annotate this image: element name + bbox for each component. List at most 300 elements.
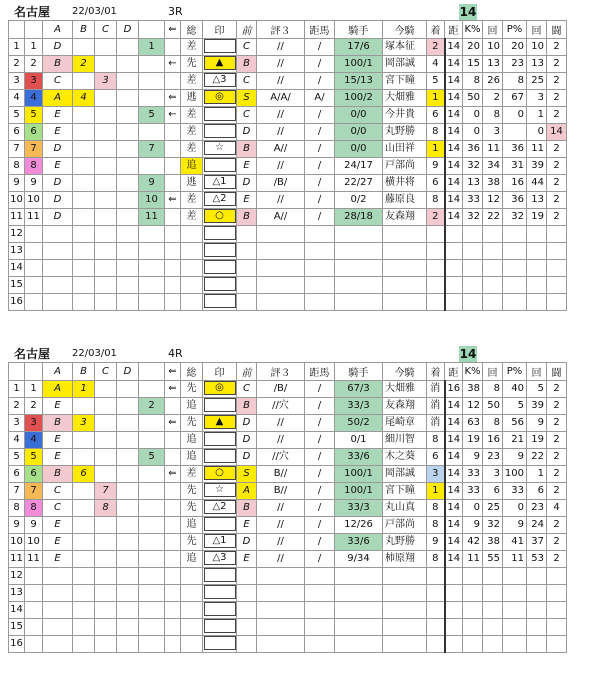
cell-current-jockey: [383, 602, 427, 619]
cell-finish: 2: [427, 39, 445, 56]
cell-dist: [445, 260, 463, 277]
column-header-grade-b: B: [73, 363, 95, 381]
mark-box[interactable]: ☆: [204, 483, 236, 497]
column-header-distance-horse: 距馬: [305, 21, 335, 39]
cell-grade-d: [117, 90, 139, 107]
cell-count: 8: [483, 381, 503, 398]
column-header-count2: 回: [527, 21, 547, 39]
table-row[interactable]: [9, 158, 567, 175]
cell-count2: [527, 585, 547, 602]
cell-rating: B//: [257, 466, 305, 483]
cell-waku-number: 7: [25, 141, 43, 158]
cell-row-number: 8: [9, 158, 25, 175]
cell-waku-number: [25, 602, 43, 619]
cell-finish: 8: [427, 551, 445, 568]
cell-grade-b: [73, 124, 95, 141]
table-row[interactable]: [9, 294, 567, 311]
cell-p-percent: 67: [503, 90, 527, 107]
cell-mark: [203, 534, 237, 551]
mark-box[interactable]: [204, 398, 236, 412]
cell-waku-number: 10: [25, 192, 43, 209]
cell-grade-d: [117, 277, 139, 294]
mark-box[interactable]: [204, 602, 236, 616]
cell-grade-d: [117, 56, 139, 73]
cell-rank-number: [139, 381, 165, 398]
cell-rating: //: [257, 500, 305, 517]
cell-distance-horse: /: [305, 107, 335, 124]
cell-grade-b: [73, 534, 95, 551]
mark-box[interactable]: ▲: [204, 56, 236, 70]
cell-grade-a: E: [43, 449, 73, 466]
mark-box[interactable]: ◎: [204, 381, 236, 395]
cell-fight: 14: [547, 124, 567, 141]
mark-box[interactable]: △1: [204, 534, 236, 548]
cell-rating: [257, 243, 305, 260]
cell-jockey-stat: 33/3: [335, 398, 383, 415]
cell-prev: D: [237, 449, 257, 466]
cell-grade-a: [43, 602, 73, 619]
cell-rating: [257, 636, 305, 653]
table-row[interactable]: [9, 107, 567, 124]
cell-style: 差: [181, 466, 203, 483]
column-header-grade-a: A: [43, 363, 73, 381]
cell-grade-a: [43, 277, 73, 294]
cell-count: 8: [483, 415, 503, 432]
cell-jockey-stat: 100/2: [335, 90, 383, 107]
cell-count2: [527, 636, 547, 653]
column-header-grade-c: C: [95, 363, 117, 381]
cell-rank-number: [139, 124, 165, 141]
cell-arrow: [165, 260, 181, 277]
table-row[interactable]: [9, 415, 567, 432]
table-row[interactable]: [9, 192, 567, 209]
cell-rank-number: [139, 294, 165, 311]
cell-prev: D: [237, 534, 257, 551]
cell-waku-number: 11: [25, 209, 43, 226]
cell-mark: [203, 381, 237, 398]
cell-mark: [203, 56, 237, 73]
cell-grade-d: [117, 585, 139, 602]
cell-k-percent: [463, 636, 483, 653]
cell-k-percent: 12: [463, 398, 483, 415]
cell-distance-horse: [305, 602, 335, 619]
cell-fight: [547, 585, 567, 602]
cell-rating: [257, 277, 305, 294]
table-row[interactable]: [9, 141, 567, 158]
mark-box[interactable]: [204, 585, 236, 599]
cell-row-number: 14: [9, 602, 25, 619]
table-row[interactable]: [9, 124, 567, 141]
cell-jockey-stat: 100/1: [335, 466, 383, 483]
cell-style: [181, 602, 203, 619]
cell-grade-b: [73, 602, 95, 619]
mark-box[interactable]: [204, 226, 236, 240]
cell-prev: [237, 277, 257, 294]
cell-distance-horse: /: [305, 500, 335, 517]
cell-p-percent: 0: [503, 500, 527, 517]
cell-rank-number: [139, 432, 165, 449]
cell-current-jockey: 横井将: [383, 175, 427, 192]
cell-waku-number: 5: [25, 107, 43, 124]
cell-row-number: 6: [9, 124, 25, 141]
table-row[interactable]: [9, 466, 567, 483]
cell-dist: 14: [445, 107, 463, 124]
cell-current-jockey: 今井貴: [383, 107, 427, 124]
cell-grade-a: [43, 568, 73, 585]
cell-fight: 2: [547, 73, 567, 90]
mark-box[interactable]: △2: [204, 192, 236, 206]
table-row[interactable]: [9, 39, 567, 56]
cell-grade-c: [95, 90, 117, 107]
cell-grade-a: E: [43, 517, 73, 534]
table-row[interactable]: [9, 260, 567, 277]
cell-grade-c: [95, 192, 117, 209]
cell-current-jockey: 大畑雅: [383, 90, 427, 107]
cell-arrow: [165, 585, 181, 602]
column-header-distance-horse: 距馬: [305, 363, 335, 381]
table-row[interactable]: [9, 602, 567, 619]
cell-k-percent: 33: [463, 192, 483, 209]
cell-count: [483, 602, 503, 619]
cell-arrow: ⇐: [165, 90, 181, 107]
cell-waku-number: 3: [25, 415, 43, 432]
cell-count2: 1: [527, 107, 547, 124]
cell-finish: 8: [427, 517, 445, 534]
cell-k-percent: 9: [463, 517, 483, 534]
cell-k-percent: 36: [463, 141, 483, 158]
mark-box[interactable]: △3: [204, 73, 236, 87]
cell-waku-number: [25, 585, 43, 602]
mark-box[interactable]: [204, 158, 236, 172]
cell-count2: 13: [527, 192, 547, 209]
cell-arrow: [165, 432, 181, 449]
cell-style: 差: [181, 107, 203, 124]
cell-fight: [547, 260, 567, 277]
cell-grade-a: D: [43, 141, 73, 158]
cell-rating: A//: [257, 209, 305, 226]
cell-grade-b: [73, 517, 95, 534]
cell-dist: 14: [445, 39, 463, 56]
cell-current-jockey: [383, 243, 427, 260]
cell-finish: 4: [427, 56, 445, 73]
column-header-prev: 前: [237, 363, 257, 381]
cell-count: 16: [483, 432, 503, 449]
table-row[interactable]: [9, 398, 567, 415]
column-header-current-jockey: 今騎: [383, 363, 427, 381]
cell-mark: [203, 568, 237, 585]
cell-arrow: [165, 226, 181, 243]
column-header-rank-number: [139, 363, 165, 381]
cell-style: 差: [181, 73, 203, 90]
mark-box[interactable]: [204, 107, 236, 121]
cell-grade-d: [117, 124, 139, 141]
cell-mark: [203, 636, 237, 653]
table-row[interactable]: [9, 619, 567, 636]
cell-count2: 53: [527, 551, 547, 568]
table-row[interactable]: [9, 568, 567, 585]
table-row[interactable]: [9, 209, 567, 226]
cell-distance-horse: /: [305, 534, 335, 551]
cell-grade-d: [117, 141, 139, 158]
cell-count2: [527, 260, 547, 277]
cell-grade-a: [43, 636, 73, 653]
cell-fight: [547, 568, 567, 585]
cell-row-number: 5: [9, 107, 25, 124]
cell-prev: E: [237, 551, 257, 568]
mark-box[interactable]: ○: [204, 209, 236, 223]
cell-rank-number: [139, 466, 165, 483]
table-row[interactable]: [9, 175, 567, 192]
cell-finish: 1: [427, 90, 445, 107]
cell-mark: [203, 466, 237, 483]
cell-grade-c: [95, 449, 117, 466]
cell-distance-horse: /: [305, 192, 335, 209]
cell-rank-number: 5: [139, 107, 165, 124]
cell-count2: [527, 243, 547, 260]
cell-current-jockey: 岡部誠: [383, 56, 427, 73]
mark-box[interactable]: △1: [204, 175, 236, 189]
cell-finish: 1: [427, 483, 445, 500]
cell-style: 追: [181, 398, 203, 415]
table-row[interactable]: [9, 226, 567, 243]
cell-finish: 8: [427, 432, 445, 449]
cell-distance-horse: /: [305, 432, 335, 449]
cell-p-percent: [503, 602, 527, 619]
cell-rank-number: [139, 619, 165, 636]
cell-prev: [237, 243, 257, 260]
cell-grade-b: [73, 107, 95, 124]
cell-grade-d: [117, 432, 139, 449]
mark-box[interactable]: [204, 619, 236, 633]
cell-prev: C: [237, 107, 257, 124]
cell-k-percent: 38: [463, 381, 483, 398]
table-row[interactable]: [9, 483, 567, 500]
cell-row-number: 15: [9, 277, 25, 294]
cell-rank-number: [139, 636, 165, 653]
cell-p-percent: [503, 568, 527, 585]
table-row[interactable]: [9, 500, 567, 517]
column-header-mark: 印: [203, 363, 237, 381]
mark-box[interactable]: [204, 432, 236, 446]
table-row[interactable]: [9, 90, 567, 107]
cell-grade-c: [95, 585, 117, 602]
cell-jockey-stat: [335, 619, 383, 636]
cell-dist: [445, 636, 463, 653]
cell-count: 38: [483, 175, 503, 192]
table-row[interactable]: [9, 517, 567, 534]
mark-box[interactable]: [204, 39, 236, 53]
cell-current-jockey: 宮下瞳: [383, 483, 427, 500]
cell-mark: [203, 449, 237, 466]
cell-count: 3: [483, 466, 503, 483]
cell-current-jockey: 細川智: [383, 432, 427, 449]
cell-rank-number: [139, 517, 165, 534]
cell-count: 32: [483, 517, 503, 534]
cell-arrow: [165, 483, 181, 500]
cell-grade-c: [95, 619, 117, 636]
table-row[interactable]: [9, 56, 567, 73]
cell-grade-b: [73, 585, 95, 602]
cell-arrow: [165, 636, 181, 653]
cell-rating: [257, 585, 305, 602]
cell-grade-c: [95, 294, 117, 311]
cell-rank-number: [139, 277, 165, 294]
cell-mark: [203, 107, 237, 124]
mark-box[interactable]: ☆: [204, 141, 236, 155]
mark-box[interactable]: △2: [204, 500, 236, 514]
cell-arrow: ⇐: [165, 415, 181, 432]
cell-rank-number: [139, 73, 165, 90]
column-header-k-percent: K%: [463, 363, 483, 381]
cell-mark: [203, 260, 237, 277]
cell-mark: [203, 551, 237, 568]
cell-jockey-stat: [335, 226, 383, 243]
cell-dist: 14: [445, 175, 463, 192]
cell-fight: [547, 602, 567, 619]
mark-box[interactable]: [204, 449, 236, 463]
cell-current-jockey: [383, 636, 427, 653]
mark-box[interactable]: [204, 277, 236, 291]
cell-k-percent: [463, 294, 483, 311]
mark-box[interactable]: ◎: [204, 90, 236, 104]
table-row[interactable]: [9, 585, 567, 602]
mark-box[interactable]: [204, 243, 236, 257]
cell-prev: D: [237, 432, 257, 449]
cell-k-percent: 42: [463, 534, 483, 551]
cell-rank-number: 11: [139, 209, 165, 226]
cell-dist: 14: [445, 466, 463, 483]
cell-dist: 14: [445, 398, 463, 415]
cell-count: [483, 585, 503, 602]
cell-grade-d: [117, 209, 139, 226]
table-row[interactable]: [9, 277, 567, 294]
cell-k-percent: [463, 226, 483, 243]
mark-box[interactable]: [204, 124, 236, 138]
cell-jockey-stat: 0/1: [335, 432, 383, 449]
cell-current-jockey: 岡部誠: [383, 466, 427, 483]
cell-count2: 22: [527, 449, 547, 466]
table-row[interactable]: [9, 381, 567, 398]
cell-arrow: [165, 141, 181, 158]
cell-dist: 14: [445, 534, 463, 551]
cell-prev: C: [237, 73, 257, 90]
race-4r-block: [0, 346, 600, 686]
cell-mark: [203, 141, 237, 158]
mark-box[interactable]: [204, 294, 236, 308]
column-header-row-number: [9, 21, 25, 39]
cell-rating: //: [257, 124, 305, 141]
mark-box[interactable]: [204, 517, 236, 531]
cell-fight: 2: [547, 39, 567, 56]
cell-waku-number: [25, 294, 43, 311]
mark-box[interactable]: △3: [204, 551, 236, 565]
cell-grade-a: C: [43, 483, 73, 500]
cell-grade-d: [117, 158, 139, 175]
column-header-prev: 前: [237, 21, 257, 39]
cell-waku-number: [25, 243, 43, 260]
cell-p-percent: 0: [503, 107, 527, 124]
table-row[interactable]: [9, 432, 567, 449]
cell-style: [181, 260, 203, 277]
cell-row-number: 9: [9, 517, 25, 534]
cell-grade-a: B: [43, 56, 73, 73]
cell-style: [181, 619, 203, 636]
cell-count2: [527, 226, 547, 243]
cell-grade-c: [95, 432, 117, 449]
cell-mark: [203, 398, 237, 415]
cell-waku-number: [25, 277, 43, 294]
cell-arrow: [165, 243, 181, 260]
mark-box[interactable]: [204, 260, 236, 274]
table-row[interactable]: [9, 636, 567, 653]
cell-k-percent: 63: [463, 415, 483, 432]
cell-grade-d: [117, 602, 139, 619]
column-header-finish: 着: [427, 21, 445, 39]
cell-current-jockey: 友森翔: [383, 209, 427, 226]
race-number-label: 3R: [168, 5, 183, 18]
table-row[interactable]: [9, 534, 567, 551]
cell-rank-number: [139, 551, 165, 568]
cell-grade-c: [95, 381, 117, 398]
cell-grade-c: [95, 568, 117, 585]
date-label: 22/03/01: [72, 6, 117, 17]
mark-box[interactable]: ○: [204, 466, 236, 480]
cell-grade-c: [95, 602, 117, 619]
cell-jockey-stat: 12/26: [335, 517, 383, 534]
cell-prev: S: [237, 90, 257, 107]
cell-grade-b: [73, 39, 95, 56]
cell-p-percent: [503, 619, 527, 636]
cell-grade-b: [73, 294, 95, 311]
cell-row-number: 6: [9, 466, 25, 483]
cell-prev: D: [237, 175, 257, 192]
cell-grade-b: [73, 398, 95, 415]
cell-p-percent: 9: [503, 517, 527, 534]
cell-grade-c: [95, 398, 117, 415]
cell-prev: [237, 636, 257, 653]
mark-box[interactable]: [204, 636, 236, 650]
table-row[interactable]: [9, 243, 567, 260]
table-row[interactable]: [9, 449, 567, 466]
cell-distance-horse: /: [305, 381, 335, 398]
cell-p-percent: [503, 294, 527, 311]
table-row[interactable]: [9, 551, 567, 568]
cell-rating: [257, 294, 305, 311]
cell-grade-d: [117, 517, 139, 534]
table-row[interactable]: [9, 73, 567, 90]
cell-dist: [445, 277, 463, 294]
column-header-fight: 闘: [547, 363, 567, 381]
cell-mark: [203, 432, 237, 449]
cell-mark: [203, 517, 237, 534]
cell-finish: [427, 602, 445, 619]
cell-grade-d: [117, 294, 139, 311]
cell-grade-a: [43, 585, 73, 602]
cell-row-number: 16: [9, 294, 25, 311]
mark-box[interactable]: [204, 568, 236, 582]
cell-style: [181, 277, 203, 294]
cell-grade-d: [117, 534, 139, 551]
cell-count2: 19: [527, 209, 547, 226]
mark-box[interactable]: ▲: [204, 415, 236, 429]
cell-finish: [427, 568, 445, 585]
cell-grade-b: [73, 619, 95, 636]
cell-grade-a: A: [43, 90, 73, 107]
cell-current-jockey: 山田祥: [383, 141, 427, 158]
cell-grade-d: [117, 483, 139, 500]
cell-current-jockey: 丸山真: [383, 500, 427, 517]
cell-current-jockey: 木之葵: [383, 449, 427, 466]
